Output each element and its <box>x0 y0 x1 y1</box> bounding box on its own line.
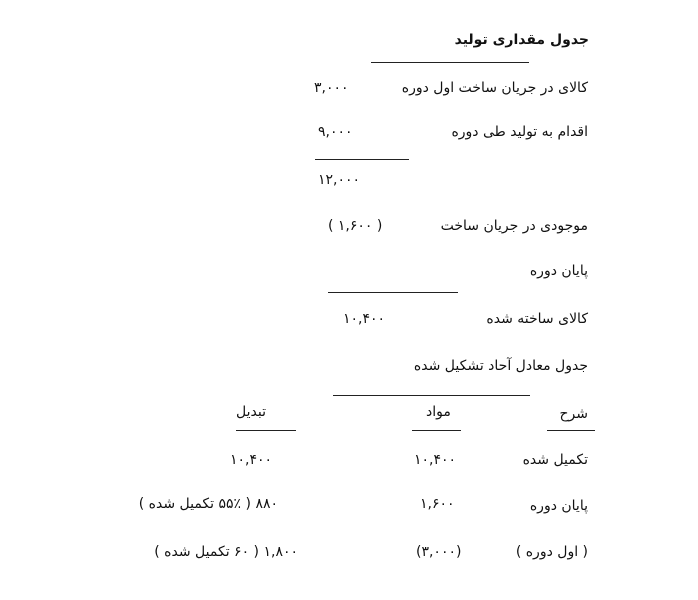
ending-label: پایان دوره <box>529 498 588 514</box>
end-period-label: پایان دوره <box>529 263 588 279</box>
finished-label: کالای ساخته شده <box>486 311 588 327</box>
total-value: ۱۲,۰۰۰ <box>318 172 361 188</box>
ending-conversion: ۸۸۰ ( ۵۵٪ تکمیل شده ) <box>138 496 278 512</box>
title-underline <box>371 62 529 63</box>
header-conversion: تبدیل <box>236 404 266 420</box>
equivalent-table-title: جدول معادل آحاد تشکیل شده <box>413 358 588 374</box>
ending-materials: ۱,۶۰۰ <box>420 496 455 512</box>
completed-label: تکمیل شده <box>522 452 588 468</box>
beginning-label: ( اول دوره ) <box>515 544 588 560</box>
sub-line <box>328 292 458 293</box>
completed-materials: ۱۰,۴۰۰ <box>414 452 457 468</box>
wip-begin-label: کالای در جریان ساخت اول دوره <box>401 80 588 96</box>
header-conversion-underline <box>236 430 296 431</box>
header-description-underline <box>547 430 595 431</box>
beginning-conversion: ۱,۸۰۰ ( ۶۰ تکمیل شده ) <box>154 544 298 560</box>
header-description: شرح <box>559 406 588 422</box>
wip-end-value: ( ۱,۶۰۰ ) <box>328 218 383 234</box>
sum-line <box>315 159 409 160</box>
finished-value: ۱۰,۴۰۰ <box>343 311 386 327</box>
header-materials-underline <box>412 430 461 431</box>
wip-end-label: موجودی در جریان ساخت <box>440 218 588 234</box>
beginning-materials: (۳,۰۰۰) <box>416 544 462 560</box>
header-materials: مواد <box>426 404 451 420</box>
production-table-title: جدول مقداری تولید <box>454 32 589 48</box>
wip-begin-value: ۳,۰۰۰ <box>314 80 349 96</box>
started-value: ۹,۰۰۰ <box>318 124 353 140</box>
equivalent-title-underline <box>333 395 530 396</box>
started-label: اقدام به تولید طی دوره <box>451 124 588 140</box>
completed-conversion: ۱۰,۴۰۰ <box>230 452 273 468</box>
